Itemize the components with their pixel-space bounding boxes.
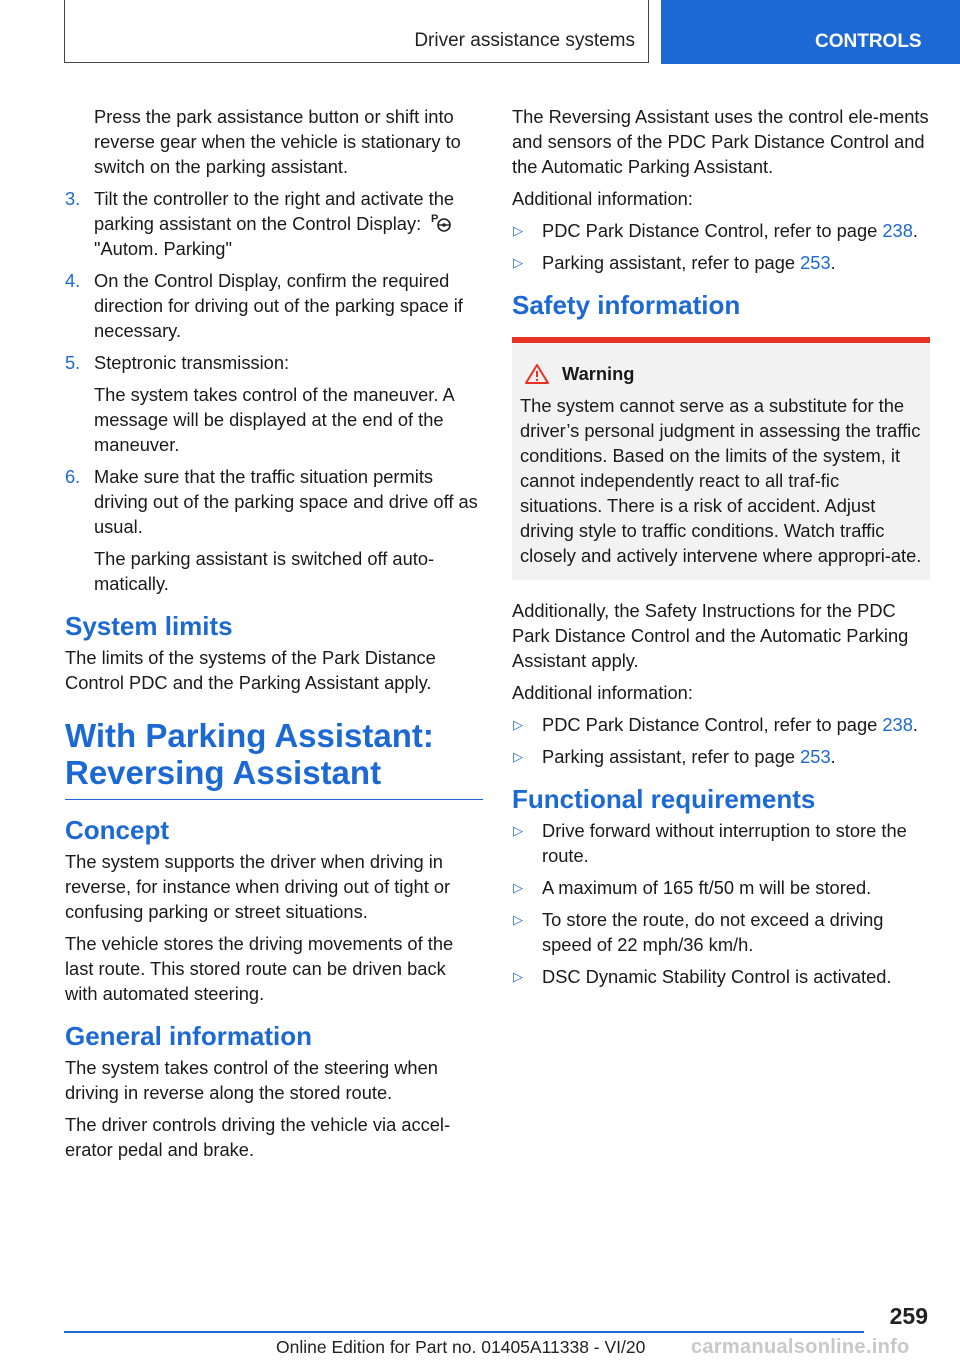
- step-text: Steptronic transmission:: [94, 352, 290, 373]
- watermark: carmanualsonline.info: [691, 1336, 910, 1358]
- chapter-heading-line-2: Reversing Assistant: [65, 754, 382, 791]
- warning-triangle-icon: [524, 363, 550, 385]
- paragraph: The vehicle stores the driving movements of the last route. This stored route can be driven back with automated steering.: [65, 933, 454, 1004]
- chapter-heading-line-1: With Parking Assistant:: [65, 717, 434, 754]
- page-link[interactable]: 253: [800, 746, 831, 767]
- page-link[interactable]: 238: [882, 714, 913, 735]
- list-item: ▷ A maximum of 165 ft/50 m will be stored.: [513, 877, 872, 898]
- paragraph: Additional information:: [512, 682, 693, 703]
- warning-box: [512, 337, 930, 580]
- heading-functional-requirements: Functional requirements: [512, 784, 816, 814]
- paragraph: Additionally, the Safety Instructions for the PDC Park Distance Control and the Automatic Parking Assistant apply.: [512, 600, 909, 671]
- warning-text: The system cannot serve as a substitute for the driver’s personal judgment in assessing the traffic conditions. Based on the limits of the system, it cannot independently react to all traf-fic situations. There is a risk of accident. Adjust driving style to traffic conditions. Watch traffic closely and actively intervene where appropri-ate.: [520, 395, 922, 566]
- list-item: ▷ Parking assistant, refer to page 253.: [513, 252, 836, 273]
- triangle-bullet-icon: ▷: [513, 255, 523, 270]
- section-title: Driver assistance systems: [414, 30, 635, 51]
- list-item: [65, 186, 483, 261]
- step-number: 5.: [65, 352, 81, 373]
- heading-general-information: General information: [65, 1021, 313, 1051]
- list-item: ▷ Parking assistant, refer to page 253.: [513, 746, 836, 767]
- paragraph: The system takes control of the steering when driving in reverse along the stored route.: [65, 1057, 438, 1103]
- triangle-bullet-icon: ▷: [513, 717, 523, 732]
- list-item: [65, 350, 483, 457]
- triangle-bullet-icon: ▷: [513, 823, 523, 838]
- chapter-tab-label: CONTROLS: [815, 31, 922, 52]
- chapter-tab[interactable]: [661, 0, 960, 64]
- svg-text:P: P: [431, 213, 439, 225]
- heading-system-limits: System limits: [65, 611, 233, 641]
- paragraph: The Reversing Assistant uses the control ele-ments and sensors of the PDC Park Distance Control and the Automatic Parking Assistant.: [512, 106, 929, 177]
- heading-safety-information: Safety information: [512, 290, 741, 320]
- list-item: [65, 464, 483, 596]
- page-number: 259: [889, 1303, 928, 1329]
- list-item: ▷ PDC Park Distance Control, refer to page 238.: [513, 714, 918, 735]
- paragraph: The driver controls driving the vehicle via accel-erator pedal and brake.: [65, 1114, 451, 1160]
- list-item: [65, 268, 483, 343]
- left-column: [65, 104, 483, 1169]
- parking-assistant-icon: [430, 211, 452, 233]
- list-item: ▷ PDC Park Distance Control, refer to page 238.: [513, 220, 918, 241]
- triangle-bullet-icon: ▷: [513, 912, 523, 927]
- step-intro: Press the park assistance button or shift into reverse gear when the vehicle is stationary to switch on the parking assistant.: [94, 106, 461, 177]
- step-text: Make sure that the traffic situation permits driving out of the parking space and drive off as usual.: [94, 466, 478, 537]
- triangle-bullet-icon: ▷: [513, 969, 523, 984]
- paragraph: Additional information:: [512, 188, 693, 209]
- triangle-bullet-icon: ▷: [513, 749, 523, 764]
- page-link[interactable]: 238: [882, 220, 913, 241]
- chapter-heading: [65, 717, 483, 800]
- page-header: [0, 0, 960, 66]
- triangle-bullet-icon: ▷: [513, 223, 523, 238]
- triangle-bullet-icon: ▷: [513, 880, 523, 895]
- right-column: [512, 104, 930, 996]
- paragraph: The limits of the systems of the Park Distance Control PDC and the Parking Assistant apply.: [65, 647, 436, 693]
- step-text-extra: The system takes control of the maneuver. A message will be displayed at the end of the maneuver.: [94, 384, 454, 455]
- list-item: ▷ Drive forward without interruption to store the route.: [513, 820, 907, 866]
- step-text-extra: The parking assistant is switched off auto-matically.: [94, 548, 435, 594]
- list-item: ▷ To store the route, do not exceed a driving speed of 22 mph/36 km/h.: [513, 909, 884, 955]
- warning-title: Warning: [562, 363, 635, 384]
- page-link[interactable]: 253: [800, 252, 831, 273]
- heading-concept: Concept: [65, 815, 169, 845]
- step-number: 3.: [65, 188, 81, 209]
- list-item: ▷ DSC Dynamic Stability Control is activated.: [513, 966, 892, 987]
- step-number: 6.: [65, 466, 81, 487]
- paragraph: The system supports the driver when driving in reverse, for instance when driving out of tight or confusing parking or street situations.: [65, 851, 451, 922]
- step-text: Tilt the controller to the right and activate the parking assistant on the Control Display:: [94, 188, 455, 234]
- step-text: On the Control Display, confirm the required direction for driving out of the parking space if necessary.: [94, 270, 463, 341]
- step-text-value: "Autom. Parking": [94, 238, 232, 259]
- edition-text: Online Edition for Part no. 01405A11338 - VI/20: [276, 1337, 646, 1357]
- step-number: 4.: [65, 270, 81, 291]
- footer-divider: [64, 1331, 864, 1333]
